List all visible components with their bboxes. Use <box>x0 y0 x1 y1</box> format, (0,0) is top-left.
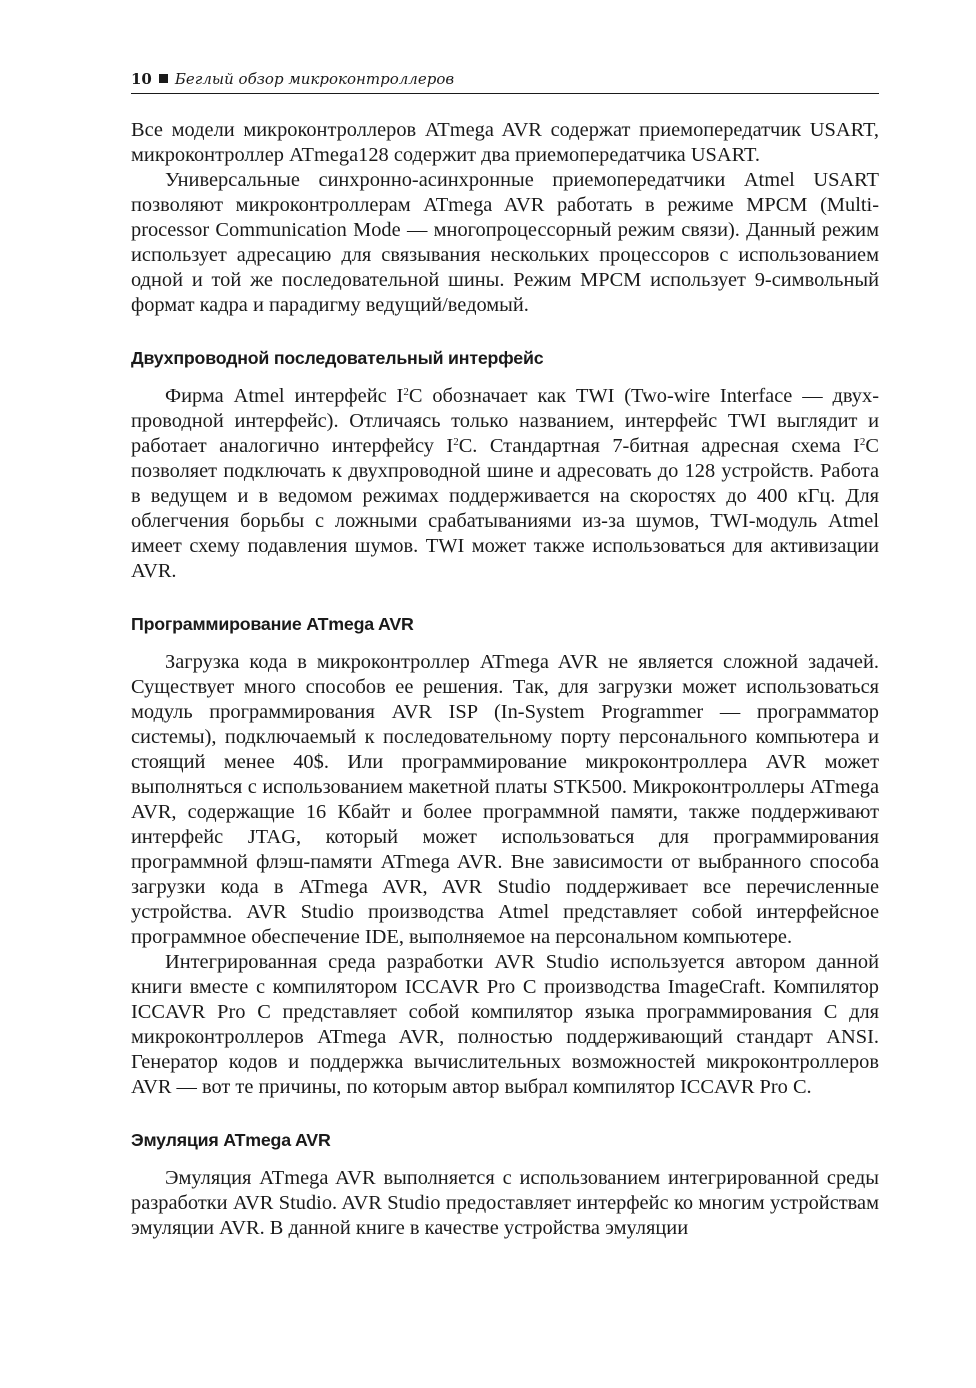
section-heading-twi: Двухпроводной последовательный интерфейс <box>131 348 544 368</box>
superscript: 2 <box>403 386 409 398</box>
book-page <box>131 66 879 1241</box>
page-number: 10 <box>131 70 152 88</box>
paragraph-usart-mpcm: Универсальные синхронно-асинхронные приемопередатчики Atmel USART позволяют микроконтроллерам ATmega AVR работать в режиме MPCM (Multiprocessor Communication Mode — многопроцессорный режим связи). Данный режим использует адресацию для связывания нескольких процессоров с использованием одной и той же последовательной шины. Режим MPCM использует 9-символьный формат кадра и парадигму ведущий/ведомый. <box>131 169 879 316</box>
superscript: 2 <box>453 436 459 448</box>
twi-text-part: C. Стандартная 7-битная адресная схема I <box>458 435 860 457</box>
square-bullet-icon <box>159 74 168 83</box>
paragraph-programming-compiler: Интегрированная среда разработки AVR Studio используется автором данной книги вместе с компилятором ICCAVR Pro C производства ImageCraft. Компилятор ICCAVR Pro C представляет собой компилятор языка программирования C для микроконтроллеров ATmega AVR, полностью поддерживающий стандарт ANSI. Генератор кодов и поддержка вычислительных возможностей микроконтроллеров AVR — вот те причины, по которым автор выбрал компилятор ICCAVR Pro C. <box>131 951 879 1098</box>
paragraph-emulation: Эмуляция ATmega AVR выполняется с использованием интегрированной среды разработки AVR Studio. AVR Studio предоставляет интерфейс ко многим устройствам эмуляции AVR. В данной книге в качестве устройства эмуляции <box>131 1167 879 1239</box>
twi-text-part: Фирма Atmel интерфейс I <box>165 385 404 407</box>
chapter-title: Беглый обзор микроконтроллеров <box>174 70 455 88</box>
twi-text-part: C позволяет подключать к двухпроводной шине и адресовать до 128 устройств. Работа в ведущем и в ведомом режимах поддерживается на скоростях до 400 кГц. Для облегчения борьбы с ложными срабатываниями из-за шумов, TWI-модуль Atmel имеет схему подавления шумов. TWI может также использоваться для активизации AVR. <box>131 435 879 582</box>
paragraph-programming-methods: Загрузка кода в микроконтроллер ATmega AVR не является сложной задачей. Существует много способов ее решения. Так, для загрузки может использоваться модуль программирования AVR ISP (In-System Programmer — программатор системы), подключаемый к последовательному порту персонального компьютера и стоящий менее 40$. Или программирование микроконтроллера AVR может выполняться с использованием макетной платы STK500. Микроконтроллеры ATmega AVR, содержащие 16 Кбайт и более программной памяти, также поддерживают интерфейс JTAG, который может использоваться для программирования программной флэш-памяти ATmega AVR. Вне зависимости от выбранного способа загрузки кода в ATmega AVR, AVR Studio поддерживает все перечисленные устройства. AVR Studio производства Atmel представляет собой интерфейсное программное обеспечение IDE, выполняемое на персональном компьютере. <box>131 651 879 948</box>
paragraph-usart-intro: Все модели микроконтроллеров ATmega AVR содержат приемопередатчик USART, микроконтроллер ATmega128 содержит два приемопередатчика USART. <box>131 119 879 166</box>
paragraph-twi <box>131 384 879 584</box>
page-body <box>131 118 879 1241</box>
superscript: 2 <box>859 436 866 448</box>
running-header <box>131 66 879 94</box>
twi-text-part: C обозначает как TWI (Two-wire Interface — двухпроводной интерфейс). Отличаясь только названием, интерфейс TWI выглядит и работает аналогично интерфейсу I <box>131 385 879 457</box>
section-heading-emulation: Эмуляция ATmega AVR <box>131 1130 331 1150</box>
section-heading-programming: Программирование ATmega AVR <box>131 614 414 634</box>
